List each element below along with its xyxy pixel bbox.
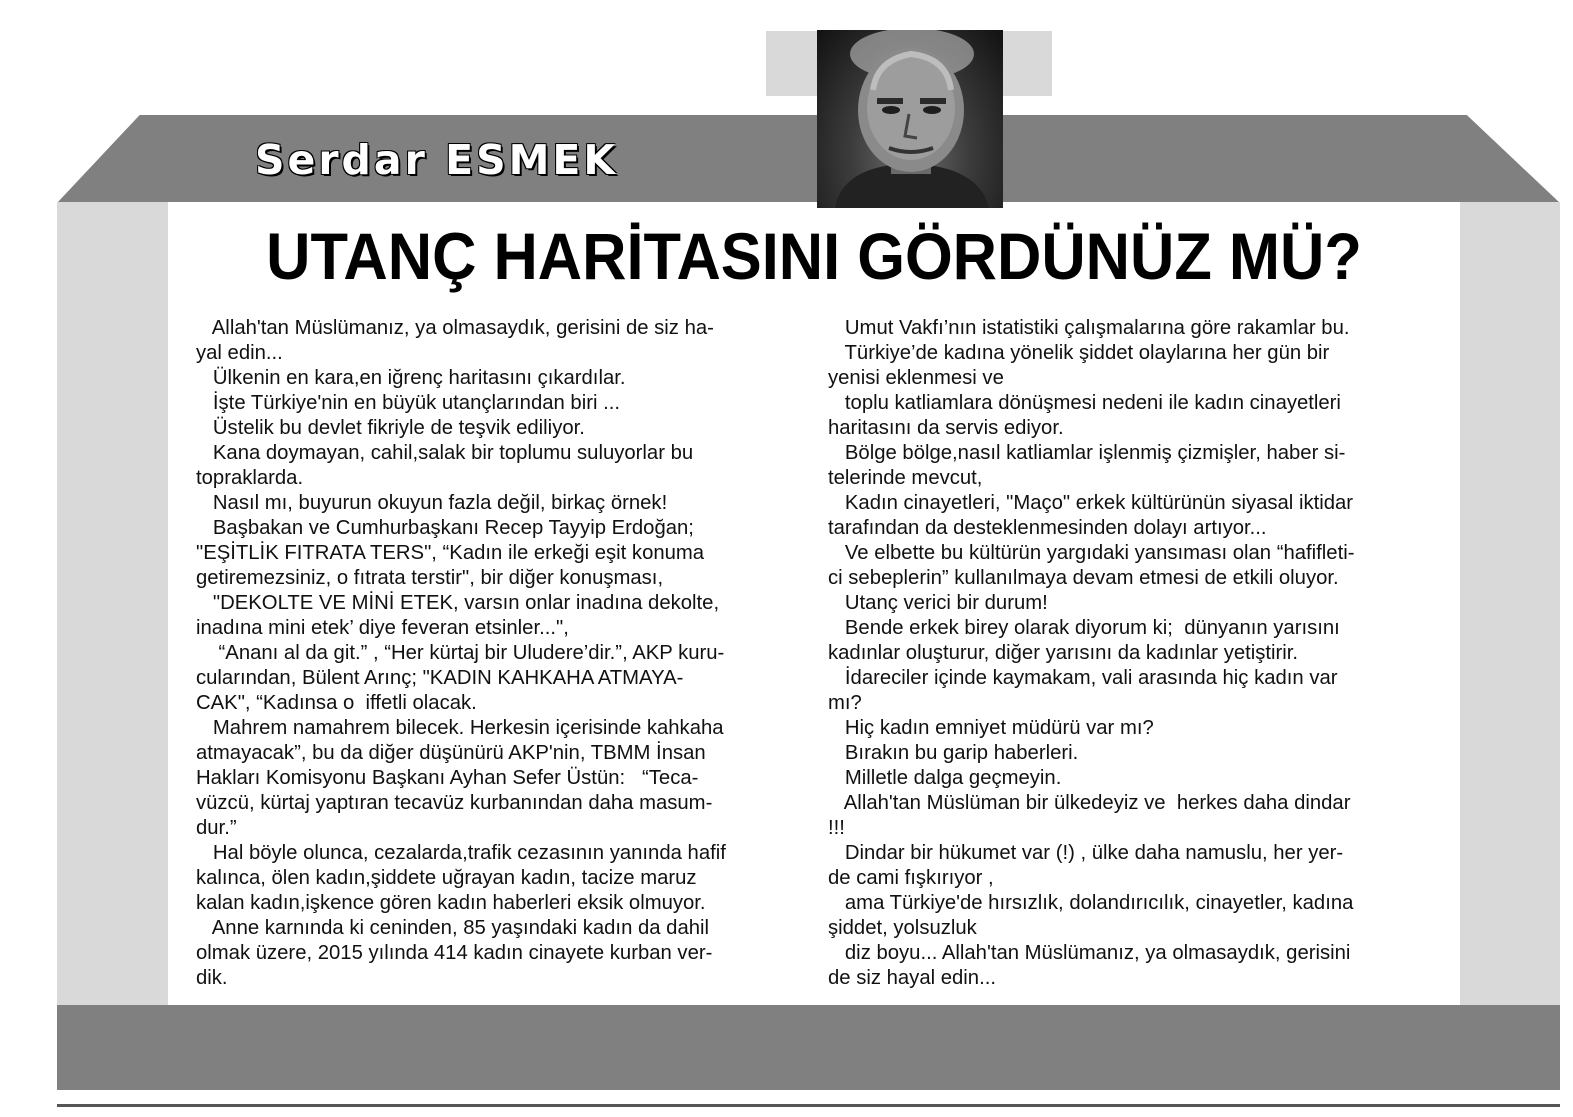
paragraph-line: inadına mini etek’ diye feveran etsinler...", <box>196 617 569 639</box>
paragraph-line: de cami fışkırıyor , <box>828 867 994 889</box>
right-column <box>828 316 1428 991</box>
paragraph-line: de siz hayal edin... <box>828 967 996 989</box>
paragraph-line: toplu katliamlara dönüşmesi nedeni ile kadın cinayetleri <box>828 392 1341 414</box>
paragraph-line: Kadın cinayetleri, "Maço" erkek kültürünün siyasal iktidar <box>828 492 1354 514</box>
left-column <box>196 316 806 991</box>
paragraph-line: Hakları Komisyonu Başkanı Ayhan Sefer Üstün: “Teca- <box>196 767 699 789</box>
paragraph-line: Ülkenin en kara,en iğrenç haritasını çıkardılar. <box>196 367 626 389</box>
paragraph-line: Bırakın bu garip haberleri. <box>828 742 1079 764</box>
paragraph-line: Milletle dalga geçmeyin. <box>828 767 1062 789</box>
paragraph-line: İdareciler içinde kaymakam, vali arasında hiç kadın var <box>828 667 1338 689</box>
paragraph-line: Dindar bir hükumet var (!) , ülke daha namuslu, her yer- <box>828 842 1344 864</box>
paragraph-line: topraklarda. <box>196 467 304 489</box>
paragraph-line: Bende erkek birey olarak diyorum ki; dünyanın yarısını <box>828 617 1340 639</box>
paragraph-line: CAK", “Kadınsa o iffetli olacak. <box>196 692 477 714</box>
paragraph-line: Hiç kadın emniyet müdürü var mı? <box>828 717 1154 739</box>
paragraph-line: "EŞİTLİK FITRATA TERS", “Kadın ile erkeği eşit konuma <box>196 542 705 564</box>
footer-band <box>57 1005 1560 1090</box>
paragraph-line: kadınlar oluşturur, diğer yarısını da kadınlar yetiştirir. <box>828 642 1299 664</box>
author-portrait <box>817 30 1003 208</box>
paragraph-line: kalan kadın,işkence gören kadın haberleri eksik olmuyor. <box>196 892 706 914</box>
paragraph-line: atmayacak”, bu da diğer düşünürü AKP'nin, TBMM İnsan <box>196 742 706 764</box>
paragraph-line: Türkiye’de kadına yönelik şiddet olaylarına her gün bir <box>828 342 1330 364</box>
paragraph-line: dur.” <box>196 817 237 839</box>
paragraph-line: “Ananı al da git.” , “Her kürtaj bir Uludere’dir.”, AKP kuru- <box>196 642 725 664</box>
paragraph-line: getiremezsiniz, o fıtrata terstir", bir diğer konuşması, <box>196 567 664 589</box>
paragraph-line: yenisi eklenmesi ve <box>828 367 1004 389</box>
paragraph-line: Başbakan ve Cumhurbaşkanı Recep Tayyip Erdoğan; <box>196 517 694 539</box>
paragraph-line: dik. <box>196 967 228 989</box>
paragraph-line: ci sebeplerin” kullanılmaya devam etmesi de etkili oluyor. <box>828 567 1339 589</box>
paragraph-line: tarafından da desteklenmesinden dolayı artıyor... <box>828 517 1267 539</box>
paragraph-line: Umut Vakfı’nın istatistiki çalışmalarına göre rakamlar bu. <box>828 317 1350 339</box>
paragraph-line: Mahrem namahrem bilecek. Herkesin içerisinde kahkaha <box>196 717 724 739</box>
paragraph-line: Ve elbette bu kültürün yargıdaki yansıması olan “hafifleti- <box>828 542 1355 564</box>
paragraph-line: telerinde mevcut, <box>828 467 983 489</box>
paragraph-line: Utanç verici bir durum! <box>828 592 1048 614</box>
paragraph-line: Nasıl mı, buyurun okuyun fazla değil, birkaç örnek! <box>196 492 668 514</box>
paragraph-line: mı? <box>828 692 862 714</box>
paragraph-line: Hal böyle olunca, cezalarda,trafik cezasının yanında hafif <box>196 842 726 864</box>
author-photo <box>817 30 1003 208</box>
paragraph-line: Üstelik bu devlet fikriyle de teşvik ediliyor. <box>196 417 585 439</box>
paragraph-line: kalınca, ölen kadın,şiddete uğrayan kadın, tacize maruz <box>196 867 697 889</box>
paragraph-line: vüzcü, kürtaj yaptıran tecavüz kurbanından daha masum- <box>196 792 713 814</box>
headline: UTANÇ HARİTASINI GÖRDÜNÜZ MÜ? <box>266 219 1362 293</box>
paragraph-line: diz boyu... Allah'tan Müslümanız, ya olmasaydık, gerisini <box>828 942 1351 964</box>
paragraph-line: Allah'tan Müslümanız, ya olmasaydık, gerisini de siz ha- <box>196 317 714 339</box>
paragraph-line: Bölge bölge,nasıl katliamlar işlenmiş çizmişler, haber si- <box>828 442 1346 464</box>
bottom-rule <box>57 1104 1560 1107</box>
paragraph-line: Anne karnında ki ceninden, 85 yaşındaki kadın da dahil <box>196 917 710 939</box>
paragraph-line: olmak üzere, 2015 yılında 414 kadın cinayete kurban ver- <box>196 942 713 964</box>
paragraph-line: Allah'tan Müslüman bir ülkedeyiz ve herkes daha dindar <box>828 792 1351 814</box>
paragraph-line: cularından, Bülent Arınç; "KADIN KAHKAHA ATMAYA- <box>196 667 684 689</box>
paragraph-line: haritasını da servis ediyor. <box>828 417 1064 439</box>
paragraph-line: ama Türkiye'de hırsızlık, dolandırıcılık, cinayetler, kadına <box>828 892 1354 914</box>
paragraph-line: "DEKOLTE VE MİNİ ETEK, varsın onlar inadına dekolte, <box>196 592 720 614</box>
paragraph-line: yal edin... <box>196 342 283 364</box>
paragraph-line: şiddet, yolsuzluk <box>828 917 977 939</box>
paragraph-line: Kana doymayan, cahil,salak bir toplumu suluyorlar bu <box>196 442 694 464</box>
author-name: Serdar ESMEK <box>255 136 619 184</box>
paragraph-line: İşte Türkiye'nin en büyük utançlarından biri ... <box>196 392 620 414</box>
paragraph-line: !!! <box>828 817 845 839</box>
